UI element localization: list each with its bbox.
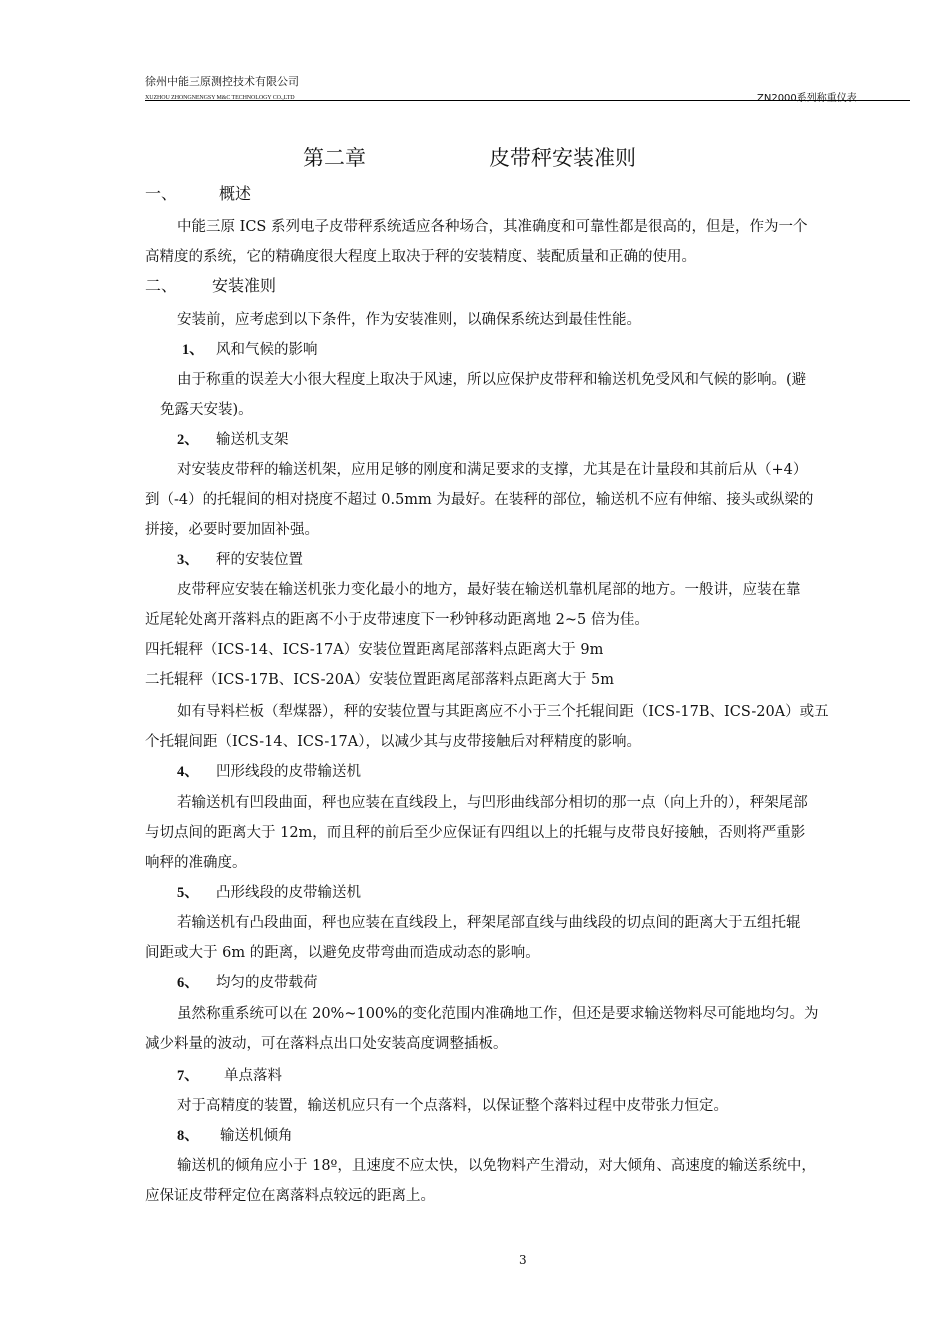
header-rule xyxy=(145,100,910,101)
item-6-title: 均匀的皮带载荷 xyxy=(216,975,318,991)
header-company-name: 徐州中能三原测控技术有限公司 xyxy=(145,75,299,88)
chapter-title: 皮带秤安装准则 xyxy=(489,146,636,170)
item-1-line-2: 免露天安装)。 xyxy=(160,402,253,418)
item-7-number: 7、 xyxy=(177,1068,199,1084)
item-8-number: 8、 xyxy=(177,1128,199,1144)
section-1-title: 概述 xyxy=(219,184,252,203)
item-2-number: 2、 xyxy=(177,432,199,448)
item-3-line-1: 皮带秤应安装在输送机张力变化最小的地方，最好装在输送机靠机尾部的地方。一般讲，应装在靠 xyxy=(177,582,801,598)
item-8-line-1: 输送机的倾角应小于 18º，且速度不应太快，以免物料产生滑动，对大倾角、高速度的输送系统中， xyxy=(177,1158,816,1174)
item-3-line-2: 近尾轮处离开落料点的距离不小于皮带速度下一秒钟移动距离地 2~5 倍为佳。 xyxy=(145,612,649,628)
item-7-title: 单点落料 xyxy=(224,1068,282,1084)
intro-line: 安装前，应考虑到以下条件，作为安装准则，以确保系统达到最佳性能。 xyxy=(177,312,641,328)
section-1-number: 一、 xyxy=(145,184,178,203)
item-1-title: 风和气候的影响 xyxy=(216,342,318,358)
item-7-line-1: 对于高精度的装置，输送机应只有一个点落料，以保证整个落料过程中皮带张力恒定。 xyxy=(177,1098,728,1114)
item-6-line-1: 虽然称重系统可以在 20%~100%的变化范围内准确地工作，但还是要求输送物料尽可能地均匀。为 xyxy=(177,1006,819,1022)
item-4-number: 4、 xyxy=(177,764,199,780)
item-6-line-2: 减少料量的波动，可在落料点出口处安装高度调整插板。 xyxy=(145,1036,508,1052)
item-3-title: 秤的安装位置 xyxy=(216,552,303,568)
item-3-line-3: 四托辊秤（ICS-14、ICS-17A）安装位置距离尾部落料点距离大于 9m xyxy=(145,642,604,658)
item-3-line-5: 如有导料栏板（犁煤器），秤的安装位置与其距离应不小于三个托辊间距（ICS-17B、ICS-20A）或五 xyxy=(177,704,829,720)
overview-line-2: 高精度的系统，它的精确度很大程度上取决于秤的安装精度、装配质量和正确的使用。 xyxy=(145,249,696,265)
item-1-number: 1、 xyxy=(182,342,204,358)
item-5-number: 5、 xyxy=(177,885,199,901)
item-6-number: 6、 xyxy=(177,975,199,991)
chapter-number: 第二章 xyxy=(303,146,366,170)
item-4-title: 凹形线段的皮带输送机 xyxy=(216,764,361,780)
item-4-line-2: 与切点间的距离大于 12m，而且秤的前后至少应保证有四组以上的托辊与皮带良好接触，否则将严重影 xyxy=(145,825,806,841)
item-2-title: 输送机支架 xyxy=(216,432,289,448)
item-1-line-1: 由于称重的误差大小很大程度上取决于风速，所以应保护皮带秤和输送机免受风和气候的影响。(避 xyxy=(177,372,807,388)
item-2-line-2: 到（-4）的托辊间的相对挠度不超过 0.5mm 为最好。在装秤的部位，输送机不应有伸缩、接头或纵梁的 xyxy=(145,492,814,508)
item-3-number: 3、 xyxy=(177,552,199,568)
header-product-series: ZN2000系列称重仪表 xyxy=(757,93,857,104)
header-company-english: XUZHOU ZHONGNENGSY M&C TECHNOLOGY CO.,LTD xyxy=(145,95,295,101)
item-3-line-6: 个托辊间距（ICS-14、ICS-17A），以减少其与皮带接触后对秤精度的影响。 xyxy=(145,734,641,750)
overview-line-1: 中能三原 ICS 系列电子皮带秤系统适应各种场合，其准确度和可靠性都是很高的，但是，作为一个 xyxy=(177,219,808,235)
item-5-title: 凸形线段的皮带输送机 xyxy=(216,885,361,901)
item-4-line-3: 响秤的准确度。 xyxy=(145,855,247,871)
item-4-line-1: 若输送机有凹段曲面，秤也应装在直线段上，与凹形曲线部分相切的那一点（向上升的），秤架尾部 xyxy=(177,795,808,811)
item-2-line-1: 对安装皮带秤的输送机架，应用足够的刚度和满足要求的支撑，尤其是在计量段和其前后从（+4） xyxy=(177,462,808,478)
item-3-line-4: 二托辊秤（ICS-17B、ICS-20A）安装位置距离尾部落料点距离大于 5m xyxy=(145,672,614,688)
section-2-number: 二、 xyxy=(145,276,178,295)
item-2-line-3: 拼接，必要时要加固补强。 xyxy=(145,522,319,538)
item-5-line-2: 间距或大于 6m 的距离，以避免皮带弯曲而造成动态的影响。 xyxy=(145,945,540,961)
item-8-title: 输送机倾角 xyxy=(220,1128,293,1144)
section-2-title: 安装准则 xyxy=(212,276,277,295)
item-5-line-1: 若输送机有凸段曲面，秤也应装在直线段上，秤架尾部直线与曲线段的切点间的距离大于五组托辊 xyxy=(177,915,801,931)
item-8-line-2: 应保证皮带秤定位在离落料点较远的距离上。 xyxy=(145,1188,435,1204)
page-number: 3 xyxy=(519,1253,527,1267)
